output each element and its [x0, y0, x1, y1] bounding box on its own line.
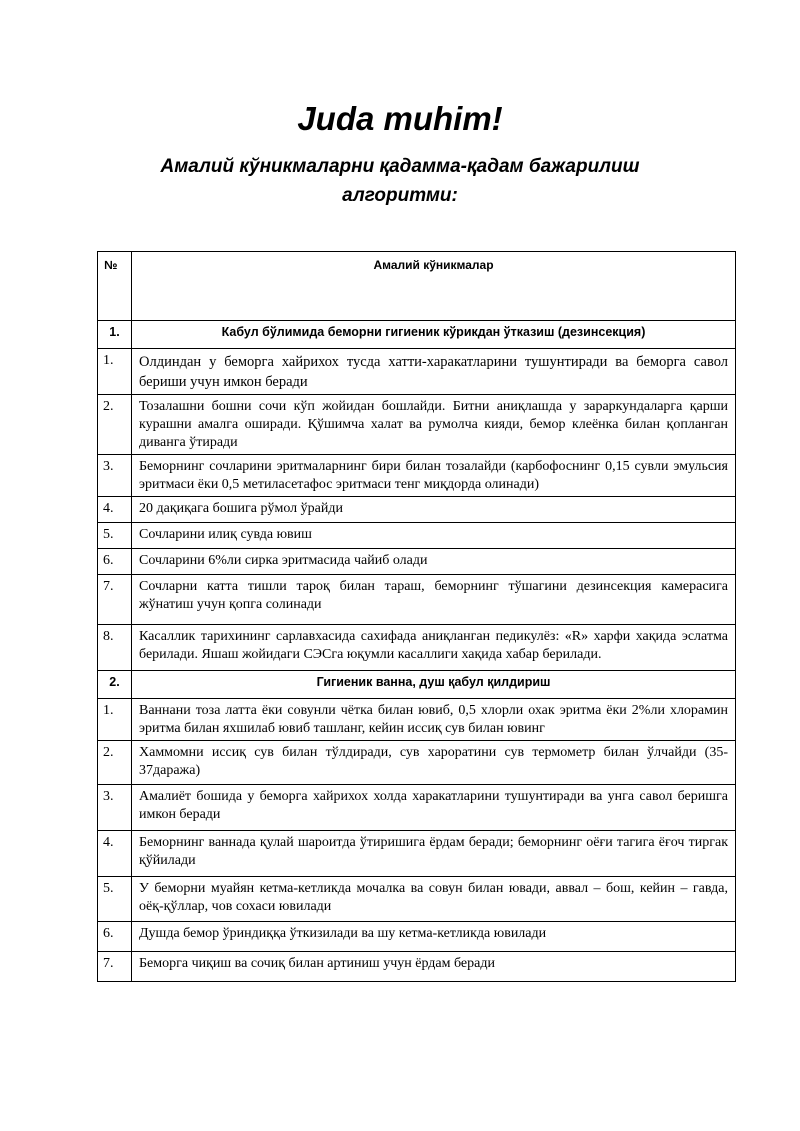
- row-text: Хаммомни иссиқ сув билан тўлдиради, сув хароратини сув термометр билан ўлчайди (35-37даража): [132, 741, 736, 785]
- section-number: 2.: [98, 671, 132, 699]
- row-number: 2.: [98, 395, 132, 455]
- row-text: Касаллик тарихининг сарлавхасида сахифада аниқланган педикулёз: «R» харфи хақида эслатма берилади. Яшаш жойидаги СЭСга юқумли касаллиги хақида хабар берилади.: [132, 625, 736, 671]
- table-row: [98, 395, 736, 455]
- row-number: 7.: [98, 952, 132, 982]
- row-number: 8.: [98, 625, 132, 671]
- row-text: Беморнинг ваннада қулай шароитда ўтиришига ёрдам беради; беморнинг оёғи тагига ёғоч тиргак қўйилади: [132, 831, 736, 877]
- header-title-cell: Амалий кўникмалар: [132, 252, 736, 321]
- row-number: 5.: [98, 523, 132, 549]
- section-row: [98, 321, 736, 349]
- row-number: 1.: [98, 699, 132, 741]
- row-number: 7.: [98, 575, 132, 625]
- row-number: 5.: [98, 877, 132, 922]
- row-text: Сочларни катта тишли тароқ билан тараш, беморнинг тўшагини дезинсекция камерасига жўнатиш учун қопга солинади: [132, 575, 736, 625]
- section-number: 1.: [98, 321, 132, 349]
- row-number: 1.: [98, 349, 132, 395]
- row-text: Душда бемор ўриндиққа ўткизилади ва шу кетма-кетликда ювилади: [132, 922, 736, 952]
- row-text: 20 дақиқага бошига рўмол ўрайди: [132, 497, 736, 523]
- row-text: Тозалашни бошни сочи кўп жойидан бошлайди. Битни аниқлашда у зараркундаларга қарши курашни амалга оширади. Қўшимча халат ва румолча кияди, бемор клеёнка билан қопланган диванга ўтиради: [132, 395, 736, 455]
- row-number: 6.: [98, 922, 132, 952]
- page-subtitle: Амалий кўникмаларни қадамма-қадам бажарилиш алгоритми:: [160, 156, 640, 206]
- row-text: Сочларини 6%ли сирка эритмасида чайиб олади: [132, 549, 736, 575]
- table-row: [98, 549, 736, 575]
- table-header-row: [98, 252, 736, 321]
- row-text: Олдиндан у беморга хайрихох тусда хатти-харакатларини тушунтиради ва беморга савол бериши учун имкон беради: [132, 349, 736, 395]
- row-text: Беморнинг сочларини эритмаларнинг бири билан тозалайди (карбофоснинг 0,15 сувли эмульсия эритмаси ёки 0,5 метиласетафос эритмаси тенг миқдорда олинади): [132, 455, 736, 497]
- row-text: Амалиёт бошида у беморга хайрихох холда харакатларини тушунтиради ва унга савол беришга имкон беради: [132, 785, 736, 831]
- page-title: Juda muhim!: [297, 100, 503, 137]
- table-row: [98, 523, 736, 549]
- header-number-cell: №: [98, 252, 132, 321]
- table-row: [98, 877, 736, 922]
- table-row: [98, 625, 736, 671]
- table-row: [98, 699, 736, 741]
- table-row: [98, 785, 736, 831]
- row-text: Сочларини илиқ сувда ювиш: [132, 523, 736, 549]
- row-text: Ваннани тоза латта ёки совунли чётка билан ювиб, 0,5 хлорли охак эритма ёки 2%ли хлорамин эритма билан яхшилаб ювиб ташланг, кейин иссиқ сув билан ювинг: [132, 699, 736, 741]
- row-number: 6.: [98, 549, 132, 575]
- table-row: [98, 497, 736, 523]
- row-number: 2.: [98, 741, 132, 785]
- section-title: Гигиеник ванна, душ қабул қилдириш: [132, 671, 736, 699]
- row-number: 3.: [98, 785, 132, 831]
- row-number: 3.: [98, 455, 132, 497]
- table-row: [98, 741, 736, 785]
- skills-table: [97, 251, 736, 982]
- section-title: Кабул бўлимида беморни гигиеник кўрикдан ўтказиш (дезинсекция): [132, 321, 736, 349]
- table-row: [98, 952, 736, 982]
- table-row: [98, 575, 736, 625]
- row-text: Беморга чиқиш ва сочиқ билан артиниш учун ёрдам беради: [132, 952, 736, 982]
- row-number: 4.: [98, 831, 132, 877]
- table-row: [98, 349, 736, 395]
- table-row: [98, 455, 736, 497]
- row-text: У беморни муайян кетма-кетликда мочалка ва совун билан ювади, аввал – бош, кейин – гавда, оёқ-қўллар, чов сохаси ювилади: [132, 877, 736, 922]
- section-row: [98, 671, 736, 699]
- table-row: [98, 922, 736, 952]
- table-row: [98, 831, 736, 877]
- row-number: 4.: [98, 497, 132, 523]
